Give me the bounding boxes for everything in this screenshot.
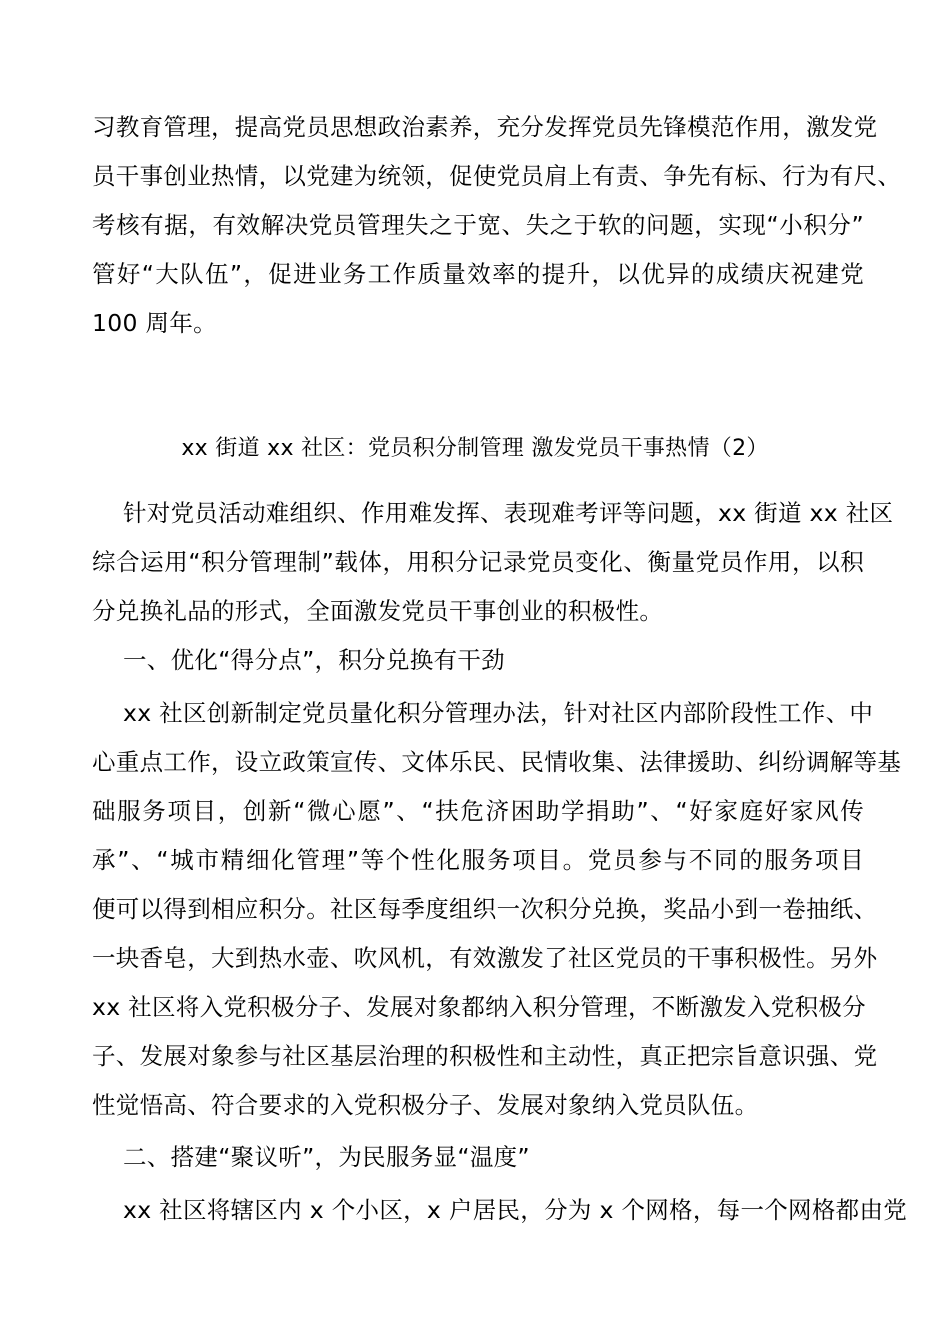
paragraph-line: 管好“大队伍”，促进业务工作质量效率的提升，以优异的成绩庆祝建党 xyxy=(92,260,864,288)
paragraph-line: 性觉悟高、符合要求的入党积极分子、发展对象纳入党员队伍。 xyxy=(92,1091,759,1119)
paragraph-line: 础服务项目，创新“微心愿”、“扶危济困助学捐助”、“好家庭好家风传 xyxy=(92,797,864,825)
paragraph-line: xx 社区创新制定党员量化积分管理办法，针对社区内部阶段性工作、中 xyxy=(123,699,874,727)
paragraph-line: 员干事创业热情，以党建为统领，促使党员肩上有责、争先有标、行为有尺、 xyxy=(92,162,902,190)
section-heading: 一、优化“得分点”，积分兑换有干劲 xyxy=(123,646,505,674)
paragraph-line: 一块香皂，大到热水壶、吹风机，有效激发了社区党员的干事积极性。另外 xyxy=(92,944,878,972)
paragraph-line: 100 周年。 xyxy=(92,309,217,337)
paragraph-line: 针对党员活动难组织、作用难发挥、表现难考评等问题，xx 街道 xx 社区 xyxy=(123,499,894,527)
paragraph-line: 综合运用“积分管理制”载体，用积分记录党员变化、衡量党员作用，以积 xyxy=(92,548,864,576)
paragraph-line: xx 社区将辖区内 x 个小区，x 户居民，分为 x 个网格，每一个网格都由党 xyxy=(123,1196,908,1224)
paragraph-line: 习教育管理，提高党员思想政治素养，充分发挥党员先锋模范作用，激发党 xyxy=(92,113,878,141)
paragraph-line: 分兑换礼品的形式，全面激发党员干事创业的积极性。 xyxy=(92,597,664,625)
paragraph-line: 承”、“城市精细化管理”等个性化服务项目。党员参与不同的服务项目 xyxy=(92,846,864,874)
article-title: xx 街道 xx 社区：党员积分制管理 激发党员干事热情（2） xyxy=(181,436,769,461)
paragraph-line: 心重点工作，设立政策宣传、文体乐民、民情收集、法律援助、纠纷调解等基 xyxy=(92,748,902,776)
section-heading: 二、搭建“聚议听”，为民服务显“温度” xyxy=(123,1143,530,1171)
paragraph-line: 便可以得到相应积分。社区每季度组织一次积分兑换，奖品小到一卷抽纸、 xyxy=(92,895,878,923)
paragraph-line: 子、发展对象参与社区基层治理的积极性和主动性，真正把宗旨意识强、党 xyxy=(92,1042,878,1070)
paragraph-line: 考核有据，有效解决党员管理失之于宽、失之于软的问题，实现“小积分” xyxy=(92,211,864,239)
paragraph-line: xx 社区将入党积极分子、发展对象都纳入积分管理，不断激发入党积极分 xyxy=(92,993,866,1021)
